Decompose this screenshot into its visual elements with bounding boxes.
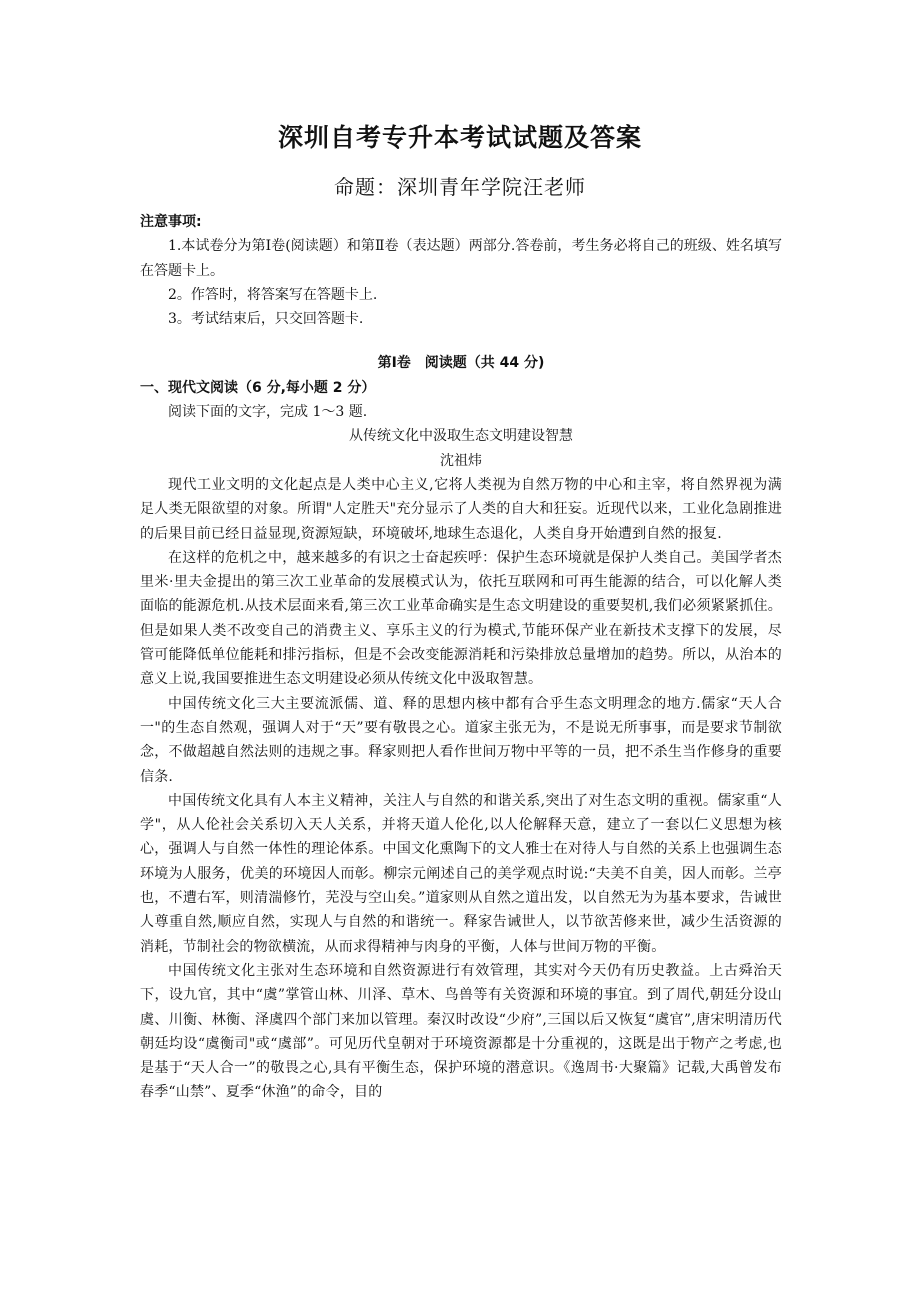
notice-item: 1.本试卷分为第Ⅰ卷(阅读题）和第Ⅱ卷（表达题）两部分.答卷前，考生务必将自己的班级、姓名填写在答题卡上。 [140,238,782,279]
notice-heading: 注意事项: [140,214,202,230]
notice-item: 3。考试结束后，只交回答题卡. [168,311,364,328]
section-heading: 一、现代文阅读（6 分,每小题 2 分） [140,379,376,396]
essay-paragraph: 在这样的危机之中，越来越多的有识之士奋起疾呼：保护生态环境就是保护人类自己。美国学者杰里米·里夫金提出的第三次工业革命的发展模式认为，依托互联网和可再生能源的结合，可以化解人类面临的能源危机.从技术层面来看,第三次工业革命确实是生态文明建设的重要契机,我们必须紧紧抓住。但是如果人类不改变自己的消费主义、享乐主义的行为模式,节能环保产业在新技术支撑下的发展，尽管可能降低单位能耗和排污指标，但是不会改变能源消耗和污染排放总量增加的趋势。所以，从治本的意义上说,我国要推进生态文明建设必须从传统文化中汲取智慧。 [140,549,782,688]
page-subtitle: 命题：深圳青年学院汪老师 [334,175,586,199]
essay-title: 从传统文化中汲取生态文明建设智慧 [349,428,573,445]
essay-paragraph: 中国传统文化具有人本主义精神，关注人与自然的和谐关系,突出了对生态文明的重视。儒家重“人学"，从人伦社会关系切入天人关系，并将天道人伦化,以人伦解释天意，建立了一套以仁义思想为核心，强调人与自然一体性的理论体系。中国文化熏陶下的文人雅士在对待人与自然的关系上也强调生态环境为人服务，优美的环境因人而彰。柳宗元阐述自己的美学观点时说:“夫美不自美，因人而彰。兰亭也，不遭右军，则清湍修竹，芜没与空山矣。”道家则从自然之道出发，以自然无为为基本要求，告诫世人尊重自然,顺应自然，实现人与自然的和谐统一。释家告诫世人，以节欲苦修来世，减少生活资源的消耗，节制社会的物欲横流，从而求得精神与肉身的平衡，人体与世间万物的平衡。 [140,792,782,955]
reading-instruction: 阅读下面的文字，完成 1～3 题. [168,404,368,421]
volume-title: 第Ⅰ卷 阅读题（共 44 分) [377,355,545,372]
essay-author: 沈祖炜 [440,452,482,469]
essay-paragraph: 中国传统文化主张对生态环境和自然资源进行有效管理，其实对今天仍有历史教益。上古舜治天下，设九官，其中“虞”掌管山林、川泽、草木、鸟兽等有关资源和环境的事宜。到了周代,朝廷分设山虞、川衡、林衡、泽虞四个部门来加以管理。秦汉时改设“少府”,三国以后又恢复“虞官”,唐宋明清历代朝廷均设“虞衡司"或“虞部”。可见历代皇朝对于环境资源都是十分重视的，这既是出于物产之考虑,也是基于“天人合一”的敬畏之心,具有平衡生态，保护环境的潜意识。《逸周书·大聚篇》记载,大禹曾发布春季“山禁”、夏季“休渔”的命令，目的 [140,962,782,1101]
page-title: 深圳自考专升本考试试题及答案 [277,123,642,152]
essay-text [140,473,782,1105]
document-body [140,210,782,1105]
essay-paragraph: 中国传统文化三大主要流派儒、道、释的思想内核中都有合乎生态文明理念的地方.儒家“天人合一"的生态自然观，强调人对于“天”要有敬畏之心。道家主张无为，不是说无所事事，而是要求节制欲念，不做超越自然法则的违规之事。释家则把人看作世间万物中平等的一员，把不杀生当作修身的重要信条. [140,695,782,785]
essay-paragraph: 现代工业文明的文化起点是人类中心主义,它将人类视为自然万物的中心和主宰，将自然界视为满足人类无限欲望的对象。所谓"人定胜天"充分显示了人类的自大和狂妄。近现代以来，工业化急剧推进的后果目前已经日益显现,资源短缺，环境破坏,地球生态退化，人类自身开始遭到自然的报复. [140,476,782,542]
notice-item: 2。作答时，将答案写在答题卡上. [168,286,378,303]
